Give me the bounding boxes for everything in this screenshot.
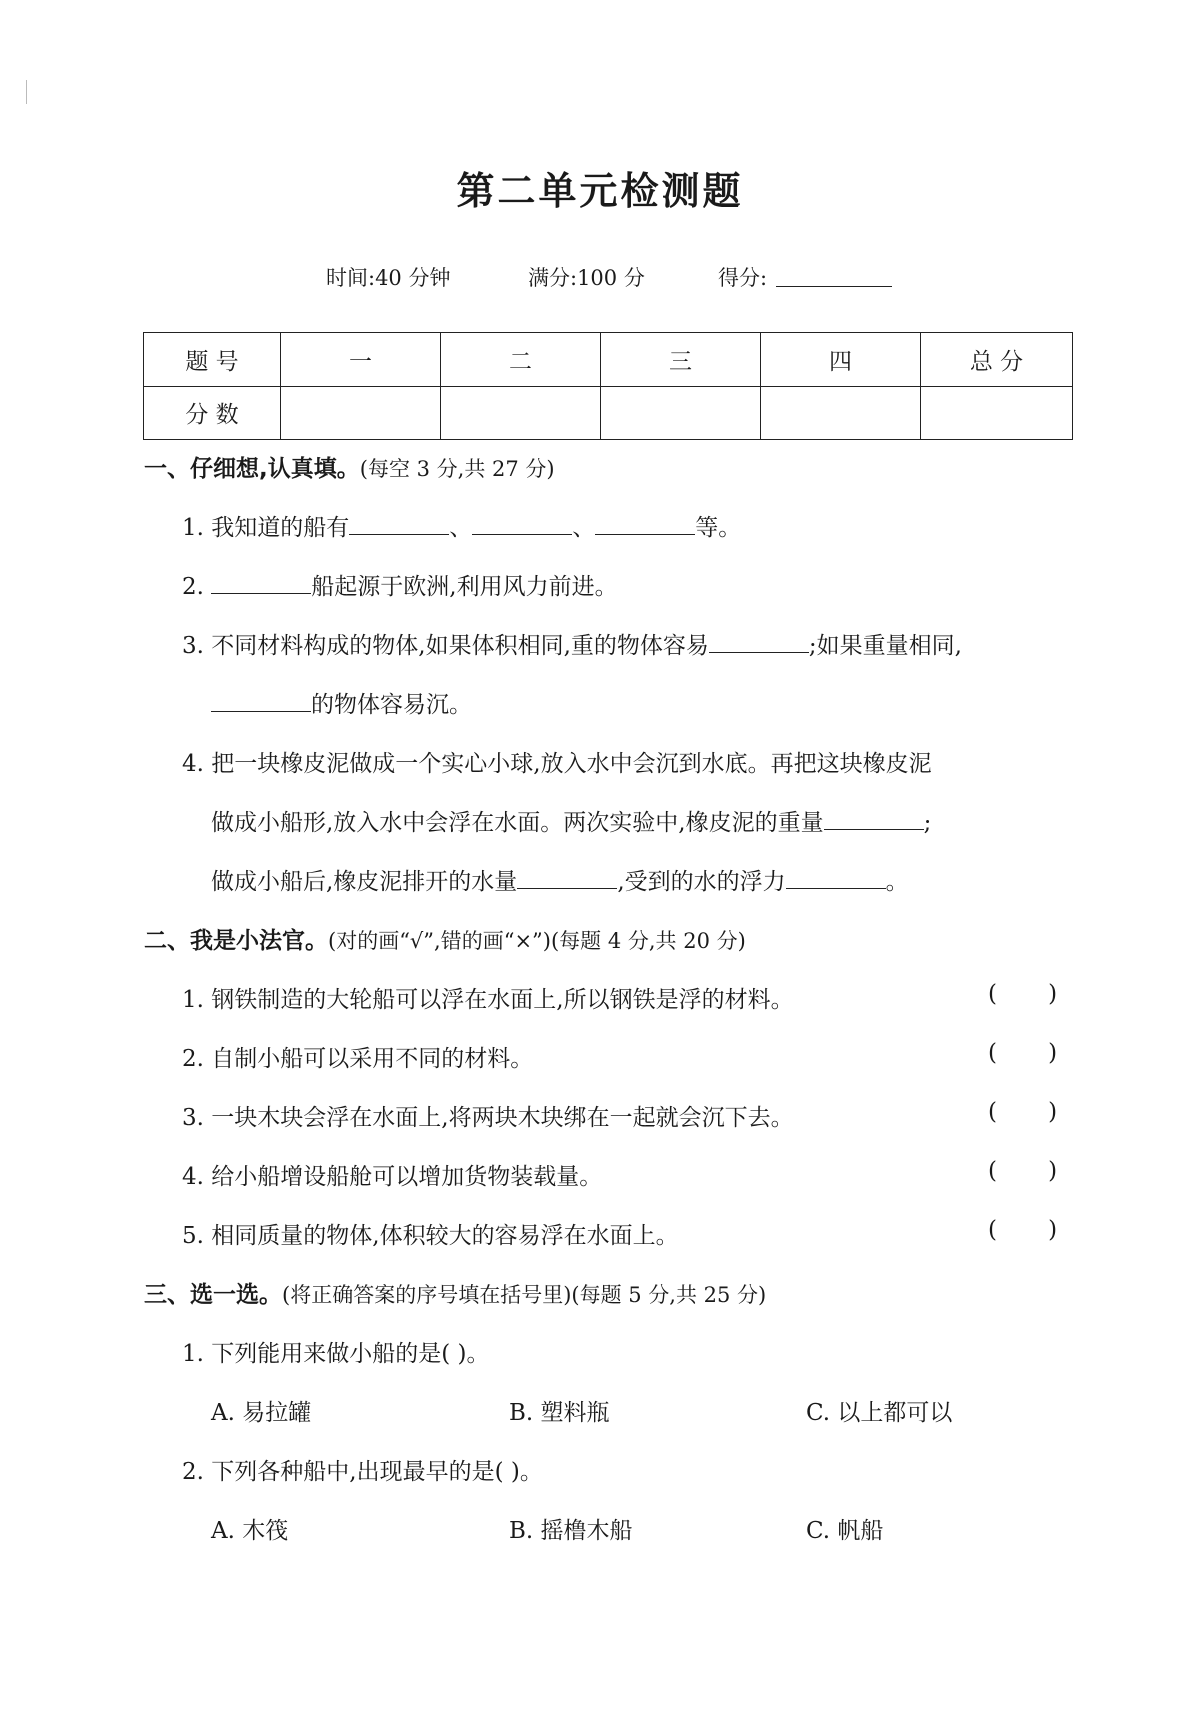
score-label: 得分: [718,266,768,290]
answer-blank[interactable] [595,511,695,535]
answer-parentheses[interactable]: ( ) [988,1099,1058,1125]
section-title: 二、我是小法官。 [144,928,328,954]
question-1-1 [182,509,741,542]
header-cell: 题 号 [144,333,281,387]
question-text: ;如果重量相同, [808,633,962,659]
answer-blank[interactable] [349,511,449,535]
answer-blank[interactable] [211,688,311,712]
answer-blank[interactable] [472,511,572,535]
margin-mark [26,80,27,104]
question-1-3 [182,627,962,660]
question-number: 2. [182,574,212,600]
answer-blank[interactable] [824,806,924,830]
question-1-2 [182,568,618,601]
option-b[interactable]: B. 塑料瓶 [509,1400,610,1426]
score-blank[interactable] [776,286,892,287]
question-text: ; [923,810,932,836]
section-heading-3 [144,1276,766,1309]
question-text: 船起源于欧洲,利用风力前进。 [311,574,618,600]
full-score-label: 满分:100 分 [528,266,645,290]
option-a[interactable]: A. 木筏 [211,1518,289,1544]
question-text: 做成小船后,橡皮泥排开的水量 [211,869,518,895]
answer-blank[interactable] [786,865,886,889]
answer-parentheses[interactable]: ( ) [988,981,1058,1007]
row-label: 分 数 [144,386,281,440]
separator: 、 [572,515,596,541]
section-title: 三、选一选。 [144,1282,282,1308]
header-cell: 三 [601,333,761,387]
option-a[interactable]: A. 易拉罐 [211,1400,312,1426]
score-cell[interactable] [921,386,1073,440]
choice-question-1: 1. 下列能用来做小船的是( )。 [182,1341,490,1367]
separator: 、 [449,515,473,541]
section-note: (对的画“√”,错的画“×”)(每题 4 分,共 20 分) [328,929,746,953]
score-cell[interactable] [601,386,761,440]
question-1-4 [182,745,932,778]
table-row [144,386,1073,440]
answer-parentheses[interactable]: ( ) [988,1040,1058,1066]
section-note: (将正确答案的序号填在括号里)(每题 5 分,共 25 分) [282,1283,767,1307]
question-text: 的物体容易沉。 [311,692,472,718]
question-text: 做成小船形,放入水中会浮在水面。两次实验中,橡皮泥的重量 [211,810,824,836]
header-cell: 一 [281,333,441,387]
judge-item-2: 2. 自制小船可以采用不同的材料。 [182,1046,534,1072]
score-cell[interactable] [441,386,601,440]
section-heading-2 [144,922,746,955]
score-cell[interactable] [281,386,441,440]
score-cell[interactable] [761,386,921,440]
choice-question-2: 2. 下列各种船中,出现最早的是( )。 [182,1459,543,1485]
section-title: 一、仔细想,认真填。 [144,456,360,482]
header-cell: 四 [761,333,921,387]
question-text: 1. 我知道的船有 [182,515,350,541]
judge-item-1: 1. 钢铁制造的大轮船可以浮在水面上,所以钢铁是浮的材料。 [182,987,794,1013]
score-table [143,332,1073,440]
answer-parentheses[interactable]: ( ) [988,1158,1058,1184]
answer-blank[interactable] [709,629,809,653]
question-text: 。 [885,869,909,895]
section-note: (每空 3 分,共 27 分) [359,457,555,481]
header-cell: 二 [441,333,601,387]
header-cell: 总 分 [921,333,1073,387]
answer-blank[interactable] [517,865,617,889]
answer-blank[interactable] [211,570,311,594]
section-heading-1 [144,450,555,483]
answer-parentheses[interactable]: ( ) [988,1217,1058,1243]
question-text: 等。 [695,515,742,541]
judge-item-3: 3. 一块木块会浮在水面上,将两块木块绑在一起就会沉下去。 [182,1105,794,1131]
judge-item-4: 4. 给小船增设船舱可以增加货物装载量。 [182,1164,603,1190]
page-title: 第二单元检测题 [456,169,744,213]
option-b[interactable]: B. 摇橹木船 [509,1518,633,1544]
question-text: 4. 把一块橡皮泥做成一个实心小球,放入水中会沉到水底。再把这块橡皮泥 [182,751,932,777]
judge-item-5: 5. 相同质量的物体,体积较大的容易浮在水面上。 [182,1223,679,1249]
table-row [144,333,1073,387]
option-c[interactable]: C. 以上都可以 [806,1400,953,1426]
time-label: 时间:40 分钟 [326,266,451,290]
question-1-4-cont [211,804,931,837]
option-c[interactable]: C. 帆船 [806,1518,884,1544]
question-text: 3. 不同材料构成的物体,如果体积相同,重的物体容易 [182,633,709,659]
question-1-4-cont2 [211,863,909,896]
question-1-3-cont [211,686,472,719]
question-text: ,受到的水的浮力 [617,869,786,895]
